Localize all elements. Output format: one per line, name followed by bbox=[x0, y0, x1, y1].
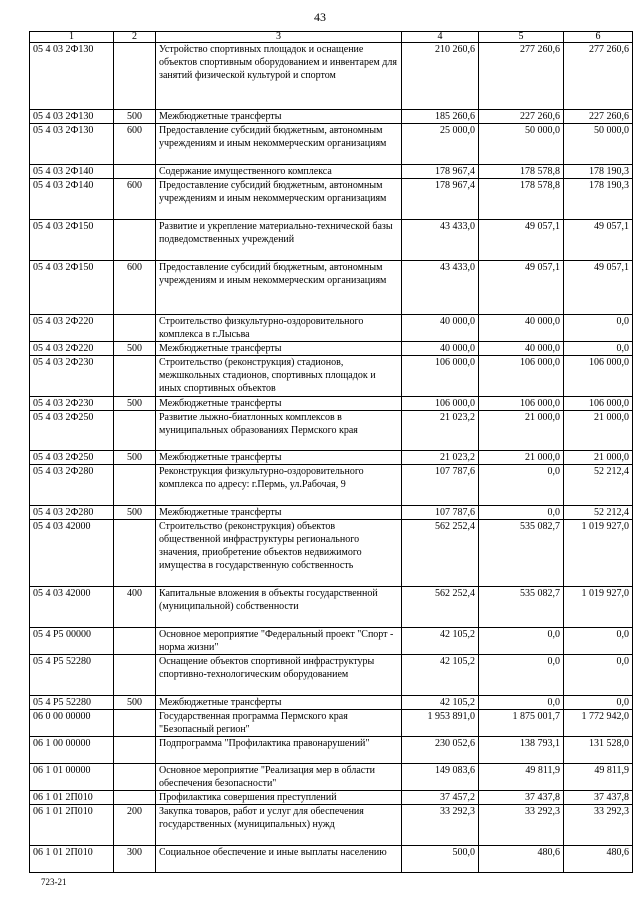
page-number: 43 bbox=[314, 10, 326, 24]
item-name-cell: Закупка товаров, работ и услуг для обеспечения государственных (муниципальных) нужд bbox=[156, 805, 402, 846]
expense-type-cell bbox=[114, 764, 156, 791]
header-col-3: 3 bbox=[156, 32, 402, 43]
amount-col-4-cell: 106 000,0 bbox=[402, 397, 479, 411]
table-row bbox=[30, 356, 633, 397]
header-col-5: 5 bbox=[479, 32, 564, 43]
amount-col-5-cell: 49 811,9 bbox=[479, 764, 564, 791]
item-name-cell: Капитальные вложения в объекты государственной (муниципальной) собственности bbox=[156, 587, 402, 628]
amount-col-6-cell: 277 260,6 bbox=[564, 43, 633, 110]
expense-type-cell: 400 bbox=[114, 587, 156, 628]
expense-type-cell: 500 bbox=[114, 451, 156, 465]
table-row bbox=[30, 465, 633, 506]
budget-code-cell: 06 1 01 00000 bbox=[30, 764, 114, 791]
amount-col-5-cell: 0,0 bbox=[479, 506, 564, 520]
item-name-cell: Подпрограмма "Профилактика правонарушений" bbox=[156, 737, 402, 764]
item-name-cell: Содержание имущественного комплекса bbox=[156, 165, 402, 179]
budget-code-cell: 06 1 00 00000 bbox=[30, 737, 114, 764]
amount-col-6-cell: 1 772 942,0 bbox=[564, 710, 633, 737]
expense-type-cell: 200 bbox=[114, 805, 156, 846]
table-row bbox=[30, 451, 633, 465]
item-name-cell: Предоставление субсидий бюджетным, автономным учреждениям и иным некоммерческим организациям bbox=[156, 124, 402, 165]
header-col-2: 2 bbox=[114, 32, 156, 43]
amount-col-5-cell: 106 000,0 bbox=[479, 356, 564, 397]
expense-type-cell bbox=[114, 520, 156, 587]
item-name-cell: Развитие и укрепление материально-технической базы подведомственных учреждений bbox=[156, 220, 402, 261]
expense-type-cell bbox=[114, 655, 156, 696]
amount-col-4-cell: 42 105,2 bbox=[402, 628, 479, 655]
item-name-cell: Государственная программа Пермского края "Безопасный регион" bbox=[156, 710, 402, 737]
amount-col-5-cell: 106 000,0 bbox=[479, 397, 564, 411]
item-name-cell: Строительство физкультурно-оздоровительного комплекса в г.Лысьва bbox=[156, 315, 402, 342]
amount-col-5-cell: 178 578,8 bbox=[479, 179, 564, 220]
item-name-cell: Реконструкция физкультурно-оздоровительного комплекса по адресу: г.Пермь, ул.Рабочая, 9 bbox=[156, 465, 402, 506]
amount-col-4-cell: 562 252,4 bbox=[402, 520, 479, 587]
amount-col-4-cell: 230 052,6 bbox=[402, 737, 479, 764]
amount-col-4-cell: 149 083,6 bbox=[402, 764, 479, 791]
amount-col-6-cell: 0,0 bbox=[564, 315, 633, 342]
budget-code-cell: 05 4 P5 52280 bbox=[30, 655, 114, 696]
amount-col-5-cell: 0,0 bbox=[479, 655, 564, 696]
expense-type-cell bbox=[114, 43, 156, 110]
amount-col-5-cell: 50 000,0 bbox=[479, 124, 564, 165]
amount-col-5-cell: 37 437,8 bbox=[479, 791, 564, 805]
expense-type-cell: 500 bbox=[114, 696, 156, 710]
budget-code-cell: 05 4 03 2Ф130 bbox=[30, 43, 114, 110]
header-col-4: 4 bbox=[402, 32, 479, 43]
amount-col-5-cell: 21 000,0 bbox=[479, 451, 564, 465]
amount-col-4-cell: 37 457,2 bbox=[402, 791, 479, 805]
item-name-cell: Социальное обеспечение и иные выплаты населению bbox=[156, 846, 402, 873]
table-row bbox=[30, 587, 633, 628]
expense-type-cell bbox=[114, 411, 156, 451]
table-row bbox=[30, 165, 633, 179]
amount-col-5-cell: 480,6 bbox=[479, 846, 564, 873]
amount-col-6-cell: 49 057,1 bbox=[564, 261, 633, 315]
amount-col-5-cell: 0,0 bbox=[479, 696, 564, 710]
item-name-cell: Межбюджетные трансферты bbox=[156, 342, 402, 356]
budget-code-cell: 06 1 01 2П010 bbox=[30, 805, 114, 846]
amount-col-4-cell: 178 967,4 bbox=[402, 179, 479, 220]
item-name-cell: Межбюджетные трансферты bbox=[156, 506, 402, 520]
amount-col-4-cell: 43 433,0 bbox=[402, 261, 479, 315]
budget-code-cell: 05 4 03 42000 bbox=[30, 520, 114, 587]
amount-col-6-cell: 21 000,0 bbox=[564, 451, 633, 465]
header-col-1: 1 bbox=[30, 32, 114, 43]
expense-type-cell: 500 bbox=[114, 397, 156, 411]
amount-col-4-cell: 21 023,2 bbox=[402, 411, 479, 451]
amount-col-6-cell: 0,0 bbox=[564, 696, 633, 710]
budget-code-cell: 05 4 03 2Ф280 bbox=[30, 506, 114, 520]
amount-col-4-cell: 21 023,2 bbox=[402, 451, 479, 465]
budget-code-cell: 05 4 03 2Ф230 bbox=[30, 397, 114, 411]
header-col-6: 6 bbox=[564, 32, 633, 43]
budget-code-cell: 05 4 P5 00000 bbox=[30, 628, 114, 655]
amount-col-5-cell: 1 875 001,7 bbox=[479, 710, 564, 737]
footer-code: 723-21 bbox=[41, 877, 67, 887]
item-name-cell: Устройство спортивных площадок и оснащение объектов спортивным оборудованием и инвентарем для занятий физической культурой и спортом bbox=[156, 43, 402, 110]
amount-col-6-cell: 480,6 bbox=[564, 846, 633, 873]
amount-col-5-cell: 49 057,1 bbox=[479, 220, 564, 261]
item-name-cell: Строительство (реконструкция) стадионов, межшкольных стадионов, спортивных площадок и иных спортивных объектов bbox=[156, 356, 402, 397]
expense-type-cell bbox=[114, 710, 156, 737]
item-name-cell: Межбюджетные трансферты bbox=[156, 110, 402, 124]
table-row bbox=[30, 411, 633, 451]
amount-col-6-cell: 178 190,3 bbox=[564, 179, 633, 220]
table-body bbox=[30, 43, 633, 873]
amount-col-5-cell: 227 260,6 bbox=[479, 110, 564, 124]
item-name-cell: Основное мероприятие "Реализация мер в области обеспечения безопасности" bbox=[156, 764, 402, 791]
item-name-cell: Межбюджетные трансферты bbox=[156, 397, 402, 411]
table-row bbox=[30, 261, 633, 315]
amount-col-6-cell: 106 000,0 bbox=[564, 356, 633, 397]
table-row bbox=[30, 805, 633, 846]
amount-col-4-cell: 42 105,2 bbox=[402, 696, 479, 710]
expense-type-cell bbox=[114, 737, 156, 764]
budget-code-cell: 05 4 03 2Ф250 bbox=[30, 411, 114, 451]
expense-type-cell: 500 bbox=[114, 110, 156, 124]
expense-type-cell bbox=[114, 315, 156, 342]
amount-col-6-cell: 1 019 927,0 bbox=[564, 520, 633, 587]
expense-type-cell: 600 bbox=[114, 179, 156, 220]
expense-type-cell: 300 bbox=[114, 846, 156, 873]
table-row bbox=[30, 342, 633, 356]
table-row bbox=[30, 628, 633, 655]
amount-col-6-cell: 0,0 bbox=[564, 628, 633, 655]
amount-col-6-cell: 131 528,0 bbox=[564, 737, 633, 764]
budget-code-cell: 05 4 03 2Ф150 bbox=[30, 261, 114, 315]
amount-col-5-cell: 40 000,0 bbox=[479, 342, 564, 356]
amount-col-6-cell: 21 000,0 bbox=[564, 411, 633, 451]
amount-col-4-cell: 500,0 bbox=[402, 846, 479, 873]
item-name-cell: Развитие лыжно-биатлонных комплексов в муниципальных образованиях Пермского края bbox=[156, 411, 402, 451]
table-row bbox=[30, 655, 633, 696]
item-name-cell: Предоставление субсидий бюджетным, автономным учреждениям и иным некоммерческим организациям bbox=[156, 179, 402, 220]
budget-code-cell: 05 4 03 2Ф220 bbox=[30, 342, 114, 356]
budget-code-cell: 05 4 P5 52280 bbox=[30, 696, 114, 710]
expense-type-cell bbox=[114, 165, 156, 179]
amount-col-6-cell: 52 212,4 bbox=[564, 465, 633, 506]
amount-col-5-cell: 178 578,8 bbox=[479, 165, 564, 179]
amount-col-6-cell: 0,0 bbox=[564, 342, 633, 356]
amount-col-4-cell: 107 787,6 bbox=[402, 465, 479, 506]
budget-code-cell: 06 1 01 2П010 bbox=[30, 791, 114, 805]
table-row bbox=[30, 696, 633, 710]
amount-col-6-cell: 33 292,3 bbox=[564, 805, 633, 846]
table-row bbox=[30, 710, 633, 737]
amount-col-5-cell: 0,0 bbox=[479, 628, 564, 655]
amount-col-5-cell: 0,0 bbox=[479, 465, 564, 506]
amount-col-5-cell: 40 000,0 bbox=[479, 315, 564, 342]
budget-code-cell: 05 4 03 42000 bbox=[30, 587, 114, 628]
amount-col-6-cell: 1 019 927,0 bbox=[564, 587, 633, 628]
table-header bbox=[30, 32, 633, 43]
table-row bbox=[30, 737, 633, 764]
amount-col-4-cell: 562 252,4 bbox=[402, 587, 479, 628]
amount-col-4-cell: 33 292,3 bbox=[402, 805, 479, 846]
table-row bbox=[30, 124, 633, 165]
budget-code-cell: 06 0 00 00000 bbox=[30, 710, 114, 737]
expense-type-cell bbox=[114, 465, 156, 506]
budget-code-cell: 05 4 03 2Ф130 bbox=[30, 124, 114, 165]
amount-col-4-cell: 178 967,4 bbox=[402, 165, 479, 179]
amount-col-6-cell: 0,0 bbox=[564, 655, 633, 696]
amount-col-4-cell: 210 260,6 bbox=[402, 43, 479, 110]
amount-col-5-cell: 33 292,3 bbox=[479, 805, 564, 846]
expense-type-cell: 600 bbox=[114, 124, 156, 165]
amount-col-6-cell: 50 000,0 bbox=[564, 124, 633, 165]
item-name-cell: Оснащение объектов спортивной инфраструктуры спортивно-технологическим оборудованием bbox=[156, 655, 402, 696]
budget-code-cell: 06 1 01 2П010 bbox=[30, 846, 114, 873]
item-name-cell: Профилактика совершения преступлений bbox=[156, 791, 402, 805]
expense-type-cell: 500 bbox=[114, 506, 156, 520]
table-row bbox=[30, 764, 633, 791]
expense-type-cell bbox=[114, 791, 156, 805]
budget-code-cell: 05 4 03 2Ф230 bbox=[30, 356, 114, 397]
budget-code-cell: 05 4 03 2Ф150 bbox=[30, 220, 114, 261]
amount-col-6-cell: 37 437,8 bbox=[564, 791, 633, 805]
amount-col-4-cell: 42 105,2 bbox=[402, 655, 479, 696]
expense-type-cell: 500 bbox=[114, 342, 156, 356]
table-row bbox=[30, 520, 633, 587]
table-row bbox=[30, 110, 633, 124]
item-name-cell: Предоставление субсидий бюджетным, автономным учреждениям и иным некоммерческим организациям bbox=[156, 261, 402, 315]
budget-table bbox=[29, 31, 633, 873]
expense-type-cell bbox=[114, 220, 156, 261]
budget-code-cell: 05 4 03 2Ф140 bbox=[30, 165, 114, 179]
amount-col-5-cell: 21 000,0 bbox=[479, 411, 564, 451]
amount-col-4-cell: 40 000,0 bbox=[402, 315, 479, 342]
amount-col-4-cell: 106 000,0 bbox=[402, 356, 479, 397]
amount-col-6-cell: 49 811,9 bbox=[564, 764, 633, 791]
amount-col-5-cell: 49 057,1 bbox=[479, 261, 564, 315]
table-row bbox=[30, 43, 633, 110]
budget-code-cell: 05 4 03 2Ф130 bbox=[30, 110, 114, 124]
amount-col-6-cell: 49 057,1 bbox=[564, 220, 633, 261]
header-row bbox=[30, 32, 633, 43]
amount-col-4-cell: 40 000,0 bbox=[402, 342, 479, 356]
amount-col-5-cell: 277 260,6 bbox=[479, 43, 564, 110]
budget-code-cell: 05 4 03 2Ф140 bbox=[30, 179, 114, 220]
table-row bbox=[30, 846, 633, 873]
amount-col-4-cell: 25 000,0 bbox=[402, 124, 479, 165]
amount-col-6-cell: 178 190,3 bbox=[564, 165, 633, 179]
amount-col-6-cell: 106 000,0 bbox=[564, 397, 633, 411]
item-name-cell: Межбюджетные трансферты bbox=[156, 451, 402, 465]
budget-code-cell: 05 4 03 2Ф220 bbox=[30, 315, 114, 342]
table-row bbox=[30, 506, 633, 520]
item-name-cell: Межбюджетные трансферты bbox=[156, 696, 402, 710]
table-row bbox=[30, 220, 633, 261]
amount-col-5-cell: 535 082,7 bbox=[479, 587, 564, 628]
amount-col-5-cell: 535 082,7 bbox=[479, 520, 564, 587]
table-row bbox=[30, 397, 633, 411]
table-row bbox=[30, 791, 633, 805]
amount-col-4-cell: 185 260,6 bbox=[402, 110, 479, 124]
expense-type-cell: 600 bbox=[114, 261, 156, 315]
amount-col-6-cell: 52 212,4 bbox=[564, 506, 633, 520]
table-row bbox=[30, 179, 633, 220]
budget-code-cell: 05 4 03 2Ф250 bbox=[30, 451, 114, 465]
table-row bbox=[30, 315, 633, 342]
amount-col-6-cell: 227 260,6 bbox=[564, 110, 633, 124]
expense-type-cell bbox=[114, 356, 156, 397]
item-name-cell: Строительство (реконструкция) объектов общественной инфраструктуры регионального значения, приобретение объектов недвижимого имущества в государственную собственность bbox=[156, 520, 402, 587]
amount-col-5-cell: 138 793,1 bbox=[479, 737, 564, 764]
amount-col-4-cell: 107 787,6 bbox=[402, 506, 479, 520]
item-name-cell: Основное мероприятие "Федеральный проект "Спорт - норма жизни" bbox=[156, 628, 402, 655]
expense-type-cell bbox=[114, 628, 156, 655]
amount-col-4-cell: 1 953 891,0 bbox=[402, 710, 479, 737]
amount-col-4-cell: 43 433,0 bbox=[402, 220, 479, 261]
budget-code-cell: 05 4 03 2Ф280 bbox=[30, 465, 114, 506]
